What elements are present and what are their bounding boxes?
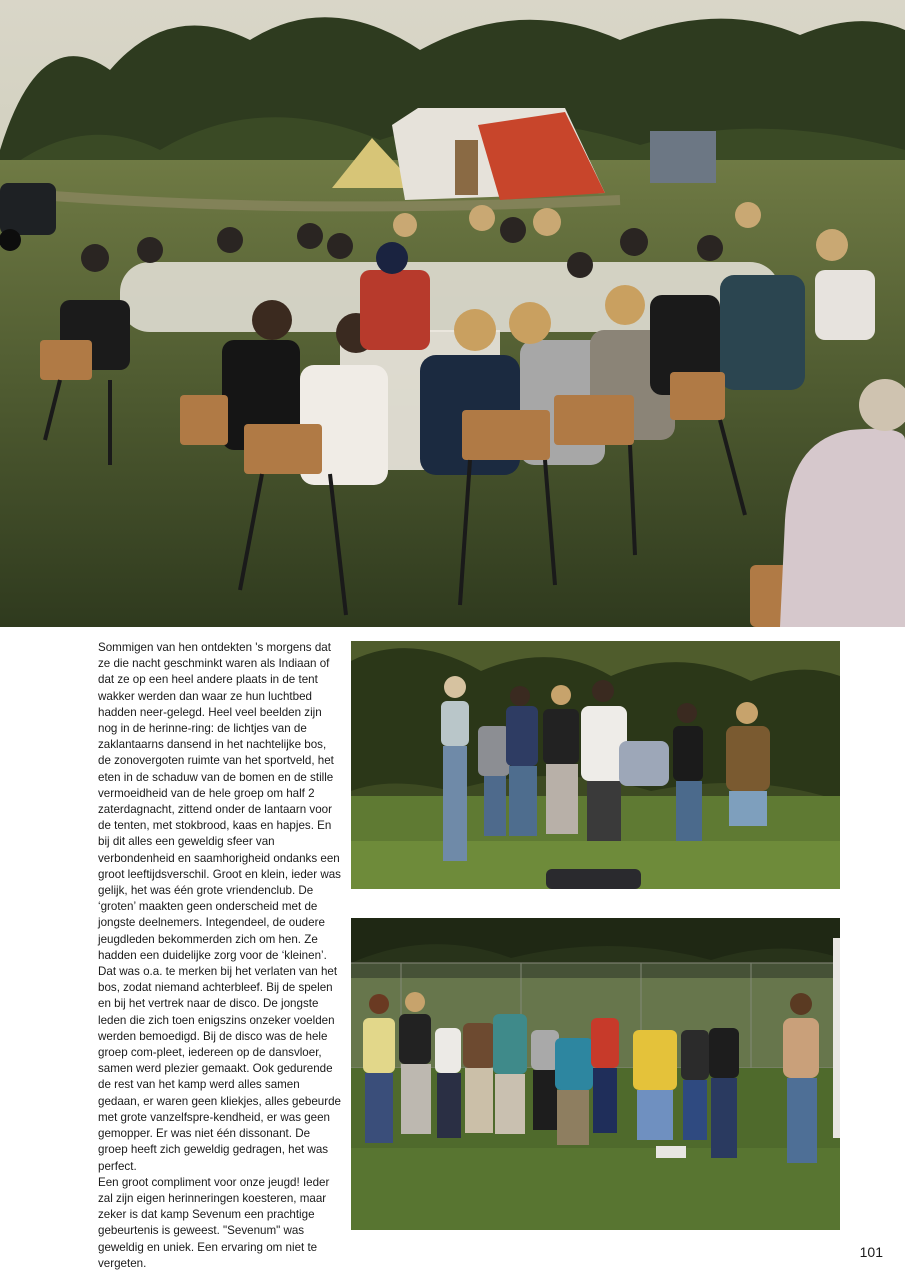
photo-group-on-field: [351, 918, 840, 1230]
article-text: [98, 640, 342, 1272]
group-picnic-photo-icon: [0, 0, 905, 627]
article-paragraph: Een groot compliment voor onze jeugd! Ieder zal zijn eigen herinneringen koesteren, maar zeker is dat kamp Sevenum een prachtige gebeurtenis is geweest. "Sevenum" was geweldig en uniek. Een ervaring om niet te vergeten.: [98, 1175, 330, 1270]
group-outdoor-game-photo-icon: [351, 641, 840, 889]
page-number: 101: [859, 1244, 883, 1260]
photo-group-picnic: [0, 0, 905, 627]
article-paragraph: Sommigen van hen ontdekten 's morgens dat ze die nacht geschminkt waren als Indiaan of dat ze op een heel andere plaats in de tent wakker werden dan waar ze hun luchtbed hadden neer-gelegd. Heel veel beelden zijn nog in de herinne-ring: de lichtjes van de zaklantaarns dansend in het nachtelijke bos, de zonovergoten ruimte van het sportveld, het eten in de schaduw van de bomen en de stille vermoeidheid van de hele groep om half 2 zaterdagnacht, zittend onder de lantaarn voor de tenten, met stokbrood, kaas en hapjes. En bij dit alles een geweldig sfeer van verbondenheid en saamhorigheid ondanks een groot leeftijdsverschil. Groot en klein, ieder was gelijk, het was één grote vriendenclub. De ‘groten’ maakten geen onderscheid met de jongste deelnemers. Integendeel, de oudere jeugdleden bekommerden zich om hen. Ze hadden een duidelijke zorg voor de ‘kleinen’. Dat was o.a. te merken bij het verlaten van het bos, zodat niemand achterbleef. Bij de spelen en bij het vertrek naar de disco. De jongste leden die zich toen enigszins onzeker voelden werden bemoedigd. Bij de disco was de hele groep com-pleet, iedereen op de dansvloer, samen werd plezier gemaakt. Ook gedurende de rest van het kamp werd alles samen gedaan, er waren geen kliekjes, alles gebeurde met grote vanzelfspre-kendheid, er was geen gemopper. Er was niet één dissonant. De groep heeft zich geweldig gedragen, het was perfect.: [98, 641, 341, 1173]
group-on-field-photo-icon: [351, 918, 840, 1230]
photo-group-outdoor-game: [351, 641, 840, 889]
